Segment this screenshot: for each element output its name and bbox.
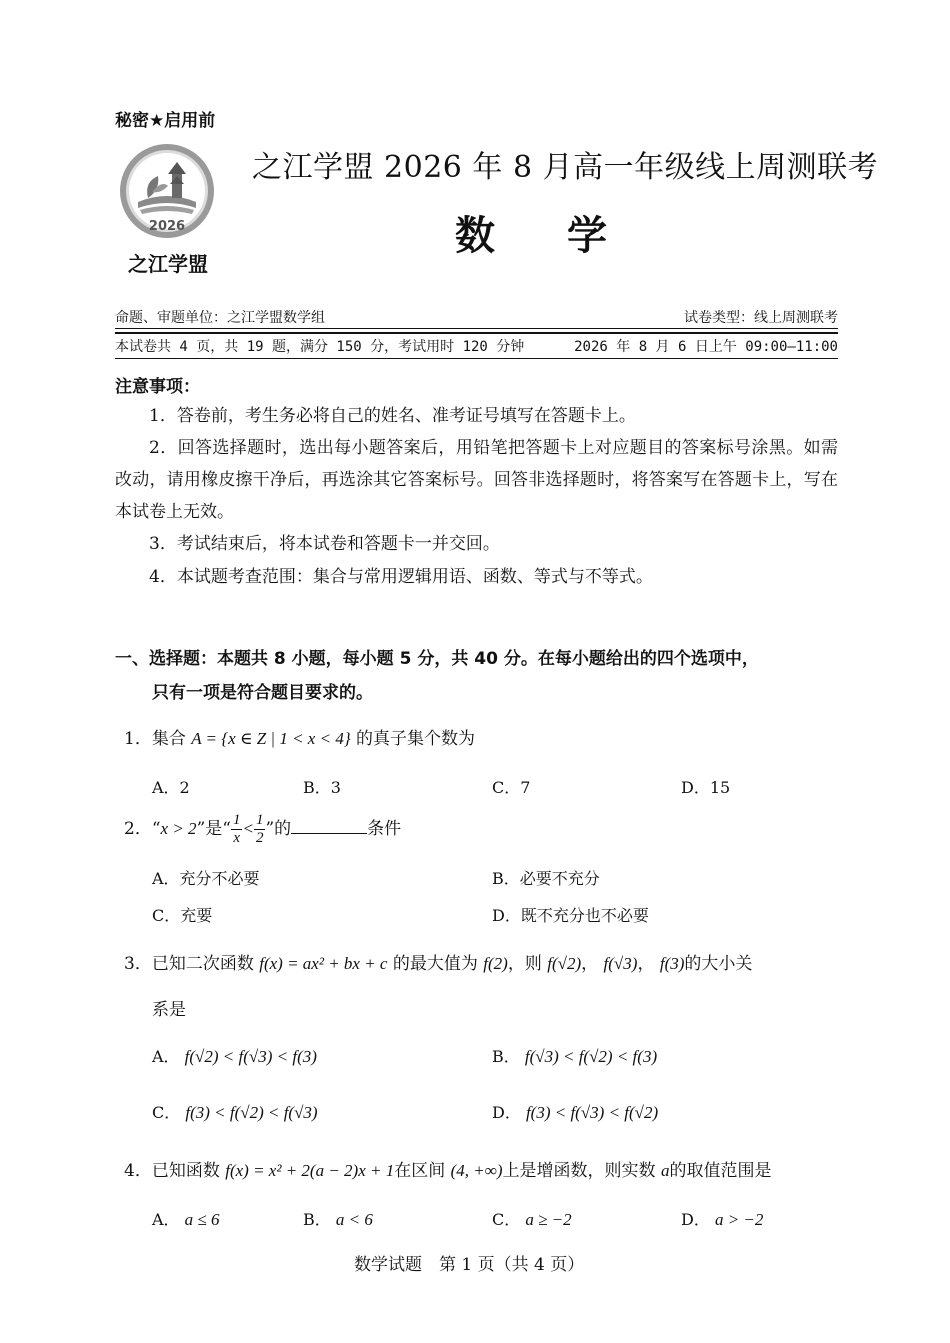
question-2: 2．“x > 2”是“ $\frac{1}{x}$ < $\frac{1}{2}$ ”的 条件 <box>124 812 402 846</box>
option-b[interactable]: B．3 <box>303 778 341 797</box>
subject-char: 学 <box>567 213 609 259</box>
paper-info: 本试卷共 4 页，共 19 题，满分 150 分，考试用时 120 分钟 <box>115 339 525 355</box>
alliance-logo <box>118 142 216 240</box>
notice-item: 3．考试结束后，将本试卷和答题卡一并交回。 <box>149 534 500 554</box>
option-b[interactable]: B． f(√3) < f(√2) < f(3) <box>492 1047 658 1066</box>
option-a[interactable]: A． a ≤ 6 <box>152 1210 220 1229</box>
option-c[interactable]: C． f(3) < f(√2) < f(√3) <box>152 1103 318 1122</box>
question-1: 1．集合 A = {x ∈ Z | 1 < x < 4} 的真子集个数为 <box>124 729 476 749</box>
subject-title <box>455 204 609 261</box>
notice-item: 4．本试题考查范围：集合与常用逻辑用语、函数、等式与不等式。 <box>149 567 653 587</box>
option-a[interactable]: A． f(√2) < f(√3) < f(3) <box>152 1047 317 1066</box>
divider <box>115 332 838 334</box>
option-d[interactable]: D． f(3) < f(√3) < f(√2) <box>492 1103 659 1122</box>
set-expression: A = {x ∈ Z | 1 < x < 4} <box>191 729 351 748</box>
logo-year: 2026 <box>148 219 186 234</box>
option-c[interactable]: C．充要 <box>152 906 213 925</box>
option-c[interactable]: C． a ≥ −2 <box>492 1210 572 1229</box>
subject-char: 数 <box>455 213 497 259</box>
question-3-continued: 系是 <box>152 1000 186 1020</box>
section-heading: 一、选择题：本题共 8 小题，每小题 5 分，共 40 分。在每小题给出的四个选项中， 只有一项是符合题目要求的。 <box>115 649 759 703</box>
option-d[interactable]: D．15 <box>681 778 731 797</box>
question-4: 4．已知函数 f(x) = x² + 2(a − 2)x + 1在区间 (4, +∞)上是增函数，则实数 a的取值范围是 <box>124 1161 772 1181</box>
notice-heading: 注意事项： <box>115 377 200 397</box>
exam-title: 之江学盟 2026 年 8 月高一年级线上周测联考 <box>252 150 879 185</box>
confidential-label: 秘密★启用前 <box>115 111 216 131</box>
option-d[interactable]: D． a > −2 <box>681 1210 764 1229</box>
option-b[interactable]: B． a < 6 <box>303 1210 373 1229</box>
divider <box>115 328 838 329</box>
notice-item: 2．回答选择题时，选出每小题答案后，用铅笔把答题卡上对应题目的答案标号涂黑。如需改动，请用橡皮擦干净后，再选涂其它答案标号。回答非选择题时，将答案写在答题卡上，写在本试卷上无效。 <box>115 438 838 522</box>
divider <box>115 358 838 359</box>
question-3: 3．已知二次函数 f(x) = ax² + bx + c 的最大值为 f(2)，则 f(√2)， f(√3)， f(3)的大小关 <box>124 954 753 974</box>
paper-type: 试卷类型：线上周测联考 <box>684 310 838 326</box>
option-a[interactable]: A．充分不必要 <box>152 869 260 888</box>
option-d[interactable]: D．既不充分也不必要 <box>492 906 649 925</box>
notice-item: 1．答卷前，考生务必将自己的姓名、准考证号填写在答题卡上。 <box>149 406 636 426</box>
option-c[interactable]: C．7 <box>492 778 531 797</box>
option-b[interactable]: B．必要不充分 <box>492 869 600 888</box>
author-unit: 命题、审题单位：之江学盟数学组 <box>115 310 325 326</box>
option-a[interactable]: A．2 <box>152 778 190 797</box>
answer-blank <box>291 819 367 834</box>
page-footer: 数学试题 第 1 页（共 4 页） <box>354 1255 585 1275</box>
exam-time: 2026 年 8 月 6 日上午 09:00—11:00 <box>574 339 838 355</box>
logo-caption: 之江学盟 <box>128 252 208 276</box>
